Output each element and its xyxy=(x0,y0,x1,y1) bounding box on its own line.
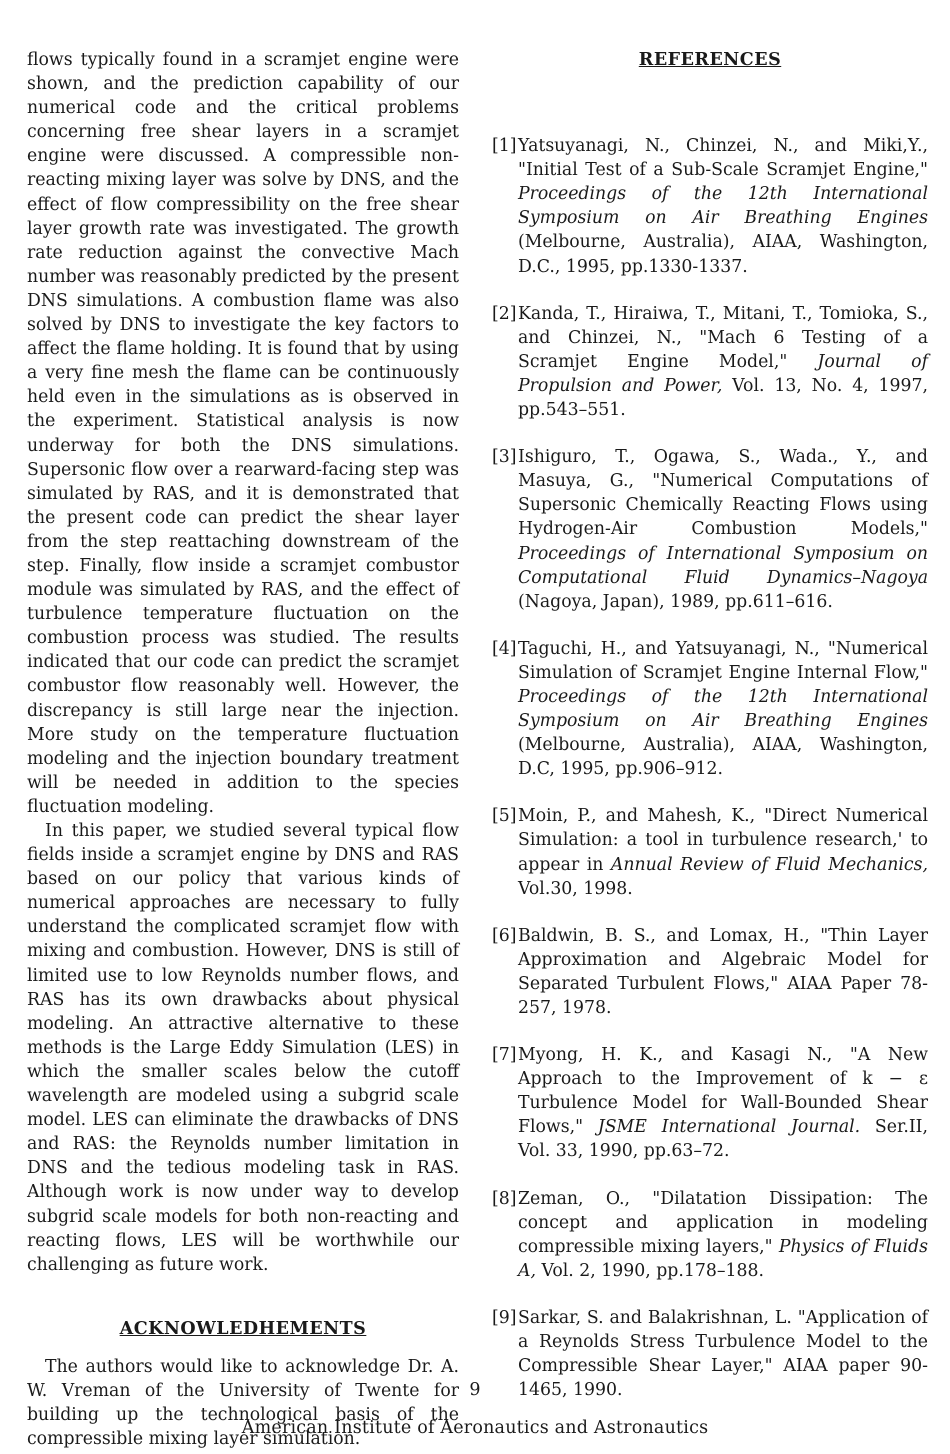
reference-list xyxy=(492,134,928,1402)
reference-venue: Journal of Propulsion and Power, xyxy=(518,351,928,396)
reference-text xyxy=(518,302,928,422)
reference-item-1 xyxy=(492,134,928,279)
reference-venue: Physics of Fluids A, xyxy=(518,1236,928,1281)
reference-text xyxy=(518,1187,928,1283)
reference-item-6 xyxy=(492,924,928,1020)
page-footer: American Institute of Aeronautics and Astronautics xyxy=(241,1418,709,1438)
references-heading: REFERENCES xyxy=(638,50,782,70)
reference-item-5 xyxy=(492,804,928,900)
reference-number: [5] xyxy=(492,806,517,827)
reference-details: Vol. 2, 1990, pp.178–188. xyxy=(535,1260,764,1281)
reference-details: (Melbourne, Australia), AIAA, Washington, D.C, 1995, pp.906–912. xyxy=(518,735,928,780)
reference-item-2 xyxy=(492,302,928,422)
reference-number: [9] xyxy=(492,1307,517,1328)
reference-details: Vol. 13, No. 4, 1997, pp.543–551. xyxy=(518,375,928,421)
reference-text xyxy=(518,1043,928,1163)
reference-number: [6] xyxy=(492,925,517,946)
reference-number: [3] xyxy=(492,447,517,468)
reference-authors-title: Taguchi, H., and Yatsuyanagi, N., "Numerical Simulation of Scramjet Engine Internal Flow," xyxy=(518,638,928,683)
reference-number: [1] xyxy=(492,136,517,157)
reference-item-7 xyxy=(492,1043,928,1163)
reference-authors-title: Zeman, O., "Dilatation Dissipation: The concept and application in modeling compressible mixing layers," xyxy=(518,1188,928,1257)
reference-authors-title: Sarkar, S. and Balakrishnan, L. "Application of a Reynolds Stress Turbulence Model to the Compressible Shear Layer," AIAA paper 90-1465, 1990. xyxy=(518,1307,928,1401)
reference-item-4 xyxy=(492,637,928,782)
reference-details: Vol.30, 1998. xyxy=(518,878,633,899)
reference-text xyxy=(518,637,928,782)
reference-details: (Melbourne, Australia), AIAA, Washington, D.C., 1995, pp.1330-1337. xyxy=(518,232,928,277)
reference-authors-title: Moin, P., and Mahesh, K., "Direct Numerical Simulation: a tool in turbulence research,' to appear in xyxy=(518,806,928,875)
reference-text xyxy=(518,134,928,279)
conclusion-paragraph-1: flows typically found in a scramjet engine were shown, and the prediction capability of our numerical code and the critical problems concerning free shear layers in a scramjet engine were discussed. A compressible non-reacting mixing layer was solve by DNS, and the effect of flow compressibility on the free shear layer growth rate was investigated. The growth rate reduction against the convective Mach number was reasonably predicted by the present DNS simulations. A combustion flame was also solved by DNS to investigate the key factors to affect the flame holding. It is found that by using a very fine mesh the flame can be continuously held even in the simulations as is observed in the experiment. Statistical analysis is now underway for both the DNS simulations. Supersonic flow over a rearward-facing step was simulated by RAS, and it is demonstrated that the present code can predict the shear layer from the step reattaching downstream of the step. Finally, flow inside a scramjet combustor module was simulated by RAS, and the effect of turbulence temperature fluctuation on the combustion process was studied. The results indicated that our code can predict the scramjet combustor flow reasonably well. However, the discrepancy is still large near the injection. More study on the temperature fluctuation modeling and the injection boundary treatment will be needed in addition to the species fluctuation modeling. xyxy=(27,50,459,817)
left-column xyxy=(27,48,459,1451)
conclusion-paragraph-2: In this paper, we studied several typical flow fields inside a scramjet engine by DNS and RAS based on our policy that various kinds of numerical approaches are necessary to fully understand the complicated scramjet flow with mixing and combustion. However, DNS is still of limited use to low Reynolds number flows, and RAS has its own drawbacks about physical modeling. An attractive alternative to these methods is the Large Eddy Simulation (LES) in which the smaller scales below the cutoff wavelength are modeled using a subgrid scale model. LES can eliminate the drawbacks of DNS and RAS: the Reynolds number limitation in DNS and the tedious modeling task in RAS. Although work is now under way to develop subgrid scale models for both non-reacting and reacting flows, LES will be worthwhile our challenging as future work. xyxy=(27,821,459,1275)
reference-venue: Proceedings of the 12th International Symposium on Air Breathing Engines xyxy=(518,184,928,229)
reference-number: [7] xyxy=(492,1045,517,1066)
reference-details: Ser.II, Vol. 33, 1990, pp.63–72. xyxy=(518,1117,928,1162)
reference-authors-title: Myong, H. K., and Kasagi N., "A New Approach to the Improvement of k − ε Turbulence Model for Wall-Bounded Shear Flows," xyxy=(518,1045,928,1138)
reference-venue: Proceedings of International Symposium on Computational Fluid Dynamics–Nagoya xyxy=(518,543,928,588)
reference-item-8 xyxy=(492,1187,928,1283)
reference-venue: JSME International Journal. xyxy=(597,1117,861,1138)
page-number: 9 xyxy=(469,1380,481,1400)
reference-authors-title: Yatsuyanagi, N., Chinzei, N., and Miki,Y., "Initial Test of a Sub-Scale Scramjet Engine," xyxy=(518,136,928,181)
reference-number: [8] xyxy=(492,1188,517,1209)
reference-venue: Proceedings of the 12th International Symposium on Air Breathing Engines xyxy=(518,686,928,732)
acknowledgements-text: The authors would like to acknowledge Dr. A. W. Vreman of the University of Twente for building up the technological basis of the compressible mixing layer simulation. xyxy=(27,1356,459,1450)
reference-text xyxy=(518,445,928,614)
reference-text xyxy=(518,924,928,1020)
reference-authors-title: Baldwin, B. S., and Lomax, H., "Thin Layer Approximation and Algebraic Model for Separated Turbulent Flows," AIAA Paper 78-257, 1978. xyxy=(518,925,928,1018)
reference-authors-title: Kanda, T., Hiraiwa, T., Mitani, T., Tomioka, S., and Chinzei, N., "Mach 6 Testing of a Scramjet Engine Model," xyxy=(518,303,928,372)
reference-number: [2] xyxy=(492,303,517,324)
reference-number: [4] xyxy=(492,638,517,659)
reference-venue: Annual Review of Fluid Mechanics, xyxy=(610,854,928,875)
acknowledgements-heading: ACKNOWLEDHEMENTS xyxy=(119,1318,367,1339)
reference-authors-title: Ishiguro, T., Ogawa, S., Wada., Y., and Masuya, G., "Numerical Computations of Supersonic Chemically Reacting Flows using Hydrogen-Air Combustion Models," xyxy=(518,447,928,540)
right-column xyxy=(492,48,928,1425)
reference-details: (Nagoya, Japan), 1989, pp.611–616. xyxy=(518,591,833,612)
reference-text xyxy=(518,804,928,900)
reference-item-3 xyxy=(492,445,928,614)
